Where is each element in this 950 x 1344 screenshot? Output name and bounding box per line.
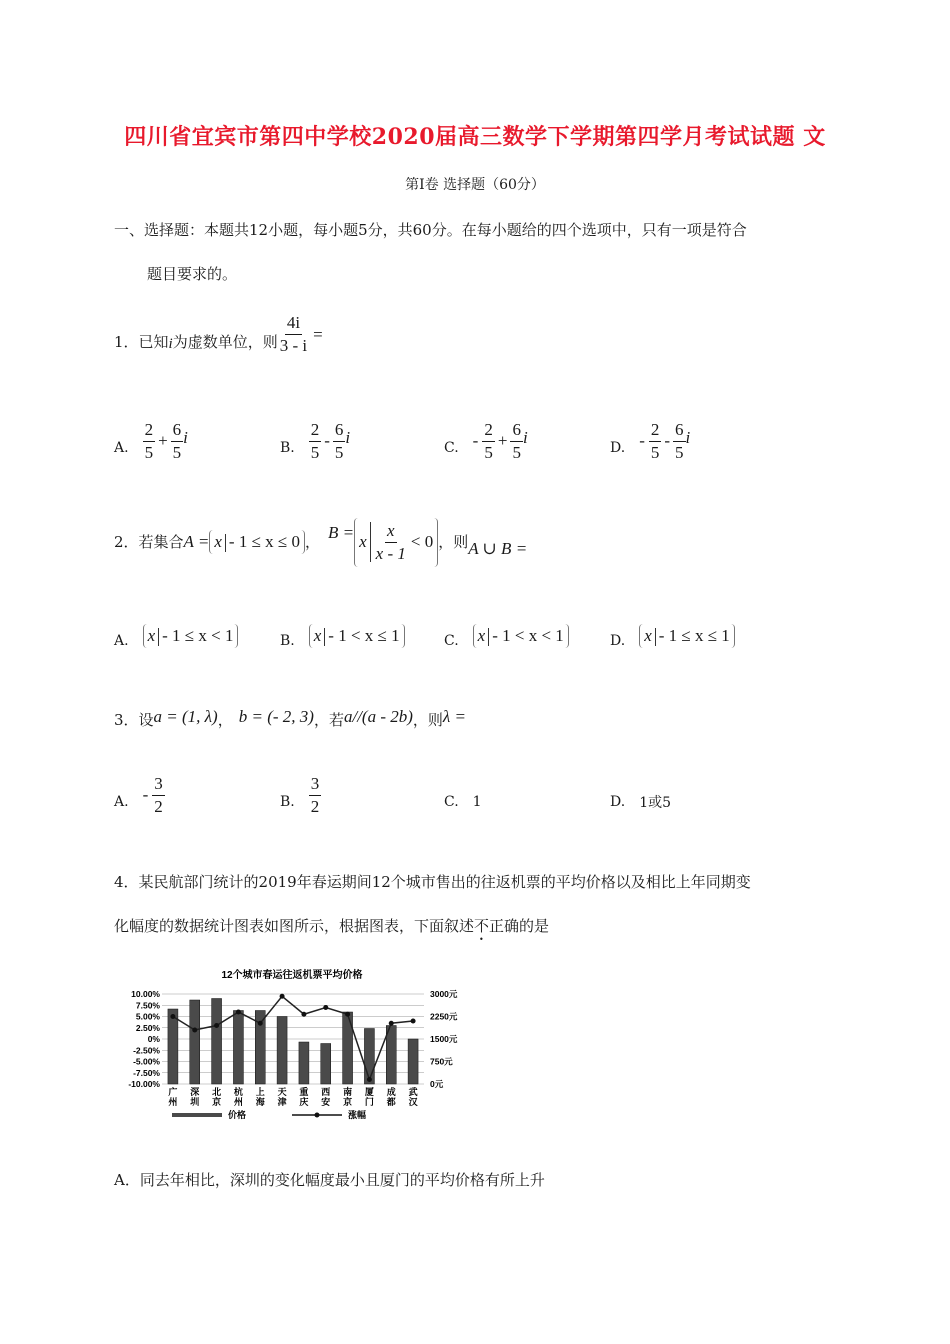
category-label: 广 [168,1087,178,1097]
option-label: C. [444,633,459,649]
q2-options [114,618,834,654]
q2-union: A ∪ B = [468,539,528,558]
legend-price-swatch [172,1113,222,1117]
option-imag: i [685,428,691,447]
q3-comma: ， [217,711,233,729]
left-tick-label: 0% [147,1034,160,1044]
legend-price-label: 价格 [228,1110,247,1120]
q3-text-a: 3．设 [114,711,154,729]
q3-text-c: ，则 [412,711,443,729]
q2-option-2[interactable] [444,618,569,654]
option-label: D. [610,794,626,810]
q1-frac-num: 4i [285,312,302,335]
q1-equals: = [313,324,323,344]
change-point [214,1023,219,1028]
q2-set-b-num: x [385,520,397,543]
q4-line2 [114,916,549,944]
option-label: A. [114,794,129,810]
price-bar [190,1000,200,1084]
option-label: C. [444,440,459,456]
q4-emphasis-dot: 不 [474,917,490,935]
q2-set-b-label: B = [328,523,355,542]
option-text: 1或5 [639,795,672,811]
option-frac-2-num: 6 [333,419,346,442]
option-frac-1-den: 5 [650,442,660,462]
left-tick-label: 10.00% [131,989,160,999]
option-frac [309,773,322,818]
option-label: A. [114,440,129,456]
option-sign: - [142,785,149,804]
q3-condition: a//(a - 2b) [343,707,413,726]
option-frac-num: 3 [309,773,322,796]
price-bar [299,1042,309,1084]
change-point [301,1012,306,1017]
option-operator: - [664,431,671,450]
category-label: 门 [364,1097,374,1107]
option-frac-2-num: 6 [510,419,523,442]
q3-lambda: λ = [442,707,467,726]
category-label: 海 [255,1097,265,1107]
q1-option-2[interactable] [444,416,528,466]
category-label: 北 [212,1087,222,1097]
option-label: D. [610,633,626,649]
option-label: B. [280,440,295,456]
q2-set-a-x: x [214,531,222,551]
option-frac-2 [171,419,184,464]
option-frac-1-num: 2 [649,419,662,442]
chart-title: 12个城市春运往返机票平均价格 [221,970,363,981]
option-set-cond: - 1 ≤ x ≤ 1 [658,625,730,645]
category-label: 南 [343,1087,353,1097]
price-bar [168,1009,178,1084]
option-label: B. [280,794,295,810]
q1-options [114,416,834,466]
category-label: 重 [299,1087,309,1097]
question-2 [114,514,527,570]
q2-option-1[interactable] [280,618,405,654]
q3-text-b: ，若 [313,711,344,729]
option-frac-2 [333,419,346,464]
q1-option-3[interactable] [610,416,690,466]
legend-change-point [315,1113,320,1118]
option-set [473,624,569,648]
option-frac-2-num: 6 [171,419,184,442]
option-set-cond: - 1 ≤ x < 1 [162,625,234,645]
option-frac-1 [143,419,156,464]
left-tick-label: -2.50% [133,1045,160,1056]
category-label: 武 [408,1087,418,1097]
price-bar [233,1011,243,1085]
option-set-cond: - 1 < x < 1 [492,625,564,645]
option-frac-1-num: 2 [309,419,322,442]
category-label: 成 [386,1087,396,1097]
q1-var-i: i [168,335,173,352]
right-tick-label: 1500元 [430,1034,458,1044]
category-label: 厦 [364,1087,374,1097]
price-chart [112,964,492,1124]
q4-line2-b: 正确的是 [489,917,550,935]
option-frac-1-den: 5 [144,442,154,462]
left-tick-label: 2.50% [135,1022,160,1033]
change-point [170,1014,175,1019]
option-operator: - [324,431,330,450]
q3-vec-b: b = (- 2, 3) [238,707,314,726]
change-point [258,1021,263,1026]
q3-vec-a: a = (1, λ) [153,707,218,726]
option-frac-2-den: 5 [334,442,344,462]
category-label: 汉 [408,1097,418,1107]
category-label: 庆 [299,1097,309,1107]
category-label: 圳 [190,1097,200,1107]
option-frac-1 [309,419,322,464]
question-3 [114,700,466,734]
option-frac-1-num: 2 [143,419,156,442]
price-bar [277,1017,287,1085]
q2-text-b: ，则 [438,533,469,551]
option-frac-1-den: 5 [484,442,493,462]
option-label: C. [444,794,459,810]
q4-option-a: A．同去年相比，深圳的变化幅度最小且厦门的平均价格有所上升 [114,1171,545,1189]
option-set [639,624,735,648]
option-frac-num: 3 [152,773,165,796]
option-frac-1-num: 2 [482,419,495,442]
right-tick-label: 2250元 [430,1011,458,1022]
option-set-x: x [147,625,156,645]
option-frac-2-den: 5 [172,442,182,462]
change-point [236,1010,241,1015]
q1-fraction [278,312,309,357]
category-label: 安 [321,1097,331,1107]
legend-change-label: 涨幅 [348,1110,367,1120]
q2-set-b-x: x [359,532,367,551]
q3-option-3[interactable] [610,770,671,820]
q4-line1: 4．某民航部门统计的2019年春运期间12个城市售出的往返机票的平均价格以及相比上年同期变 [114,873,751,891]
option-frac-1 [482,419,495,464]
section-heading-line1: 一、选择题：本题共12小题，每小题5分，共60分。在每小题给的四个选项中，只有一项是符合 [114,221,747,239]
category-label: 深 [190,1087,200,1097]
option-operator: + [158,431,168,450]
left-tick-label: -5.00% [133,1056,160,1067]
right-tick-label: 750元 [430,1056,453,1067]
option-frac-2-den: 5 [512,442,521,462]
section-subtitle: 第Ⅰ卷 选择题（60分） [405,177,545,193]
page-title: 四川省宜宾市第四中学校2020届高三数学下学期第四学月考试试题 文 [124,124,826,150]
left-tick-label: -10.00% [128,1079,160,1089]
option-operator: + [497,431,508,450]
q2-set-a-cond: - 1 ≤ x ≤ 0 [228,531,300,551]
category-label: 杭 [233,1087,243,1097]
q3-options [114,770,834,820]
change-point [389,1021,394,1026]
category-label: 州 [233,1097,243,1107]
option-frac-2 [673,419,686,464]
q2-set-a-label: A = [183,532,210,551]
category-label: 西 [321,1087,331,1097]
option-frac-1-den: 5 [310,442,320,462]
option-imag: i [183,428,188,447]
option-frac-2-num: 6 [673,419,686,442]
q3-option-2[interactable] [444,770,482,820]
option-frac-2-den: 5 [675,442,684,462]
left-tick-label: -7.50% [133,1067,160,1078]
price-bar [321,1044,331,1085]
change-point [323,1005,328,1010]
section-heading-line2: 题目要求的。 [147,265,238,283]
q2-option-3[interactable] [610,618,735,654]
q2-text-a: 2．若集合 [114,533,184,551]
category-label: 津 [277,1097,287,1107]
q3-option-0[interactable] [114,770,165,820]
option-set [143,624,239,648]
left-tick-label: 5.00% [135,1011,160,1022]
option-frac [152,773,165,818]
category-label: 州 [168,1097,178,1107]
q2-set-b-den: x - 1 [375,543,406,563]
q1-text-b: 为虚数单位，则 [172,332,278,351]
price-bar [408,1039,418,1084]
right-tick-label: 3000元 [430,989,458,999]
category-label: 都 [386,1097,396,1107]
option-set-x: x [644,625,652,645]
question-1 [114,312,323,357]
q3-option-1[interactable] [280,770,321,820]
left-tick-label: 7.50% [135,1000,160,1011]
change-point [345,1012,350,1017]
change-line [173,996,413,1079]
option-imag: i [345,428,351,447]
q1-option-1[interactable] [280,416,350,466]
change-point [367,1077,372,1082]
q1-frac-den: 3 - i [279,336,308,355]
option-imag: i [522,428,528,447]
q2-set-a [209,530,305,554]
option-label: A. [114,633,129,649]
option-label: B. [280,633,295,649]
option-frac-den: 2 [154,796,163,816]
q1-option-0[interactable] [114,416,188,466]
category-label: 天 [277,1087,287,1097]
option-text: 1 [472,794,482,810]
option-frac-1 [649,419,662,464]
price-bar [212,999,222,1085]
q4-line2-a: 化幅度的数据统计图表如图所示，根据图表，下面叙述 [114,917,475,935]
change-point [411,1019,416,1024]
change-point [280,994,285,999]
change-point [192,1028,197,1033]
option-sign: - [639,431,645,450]
category-label: 京 [212,1097,222,1107]
q2-comma: ， [304,533,320,551]
q2-set-b-tail: < 0 [410,532,434,551]
option-set [309,624,405,648]
option-set-cond: - 1 < x ≤ 1 [328,625,400,645]
option-set-x: x [313,625,322,645]
option-sign: - [472,431,479,450]
q2-option-0[interactable] [114,618,238,654]
q2-set-b [354,518,438,567]
option-label: D. [610,440,626,456]
option-frac-2 [510,419,523,464]
q2-set-b-frac [374,520,408,565]
right-tick-label: 0元 [430,1079,444,1089]
category-label: 上 [255,1087,265,1097]
q1-text-a: 1．已知 [114,332,169,351]
price-bar [364,1029,374,1085]
option-frac-den: 2 [310,796,320,816]
option-set-x: x [477,625,486,645]
category-label: 京 [343,1097,353,1107]
